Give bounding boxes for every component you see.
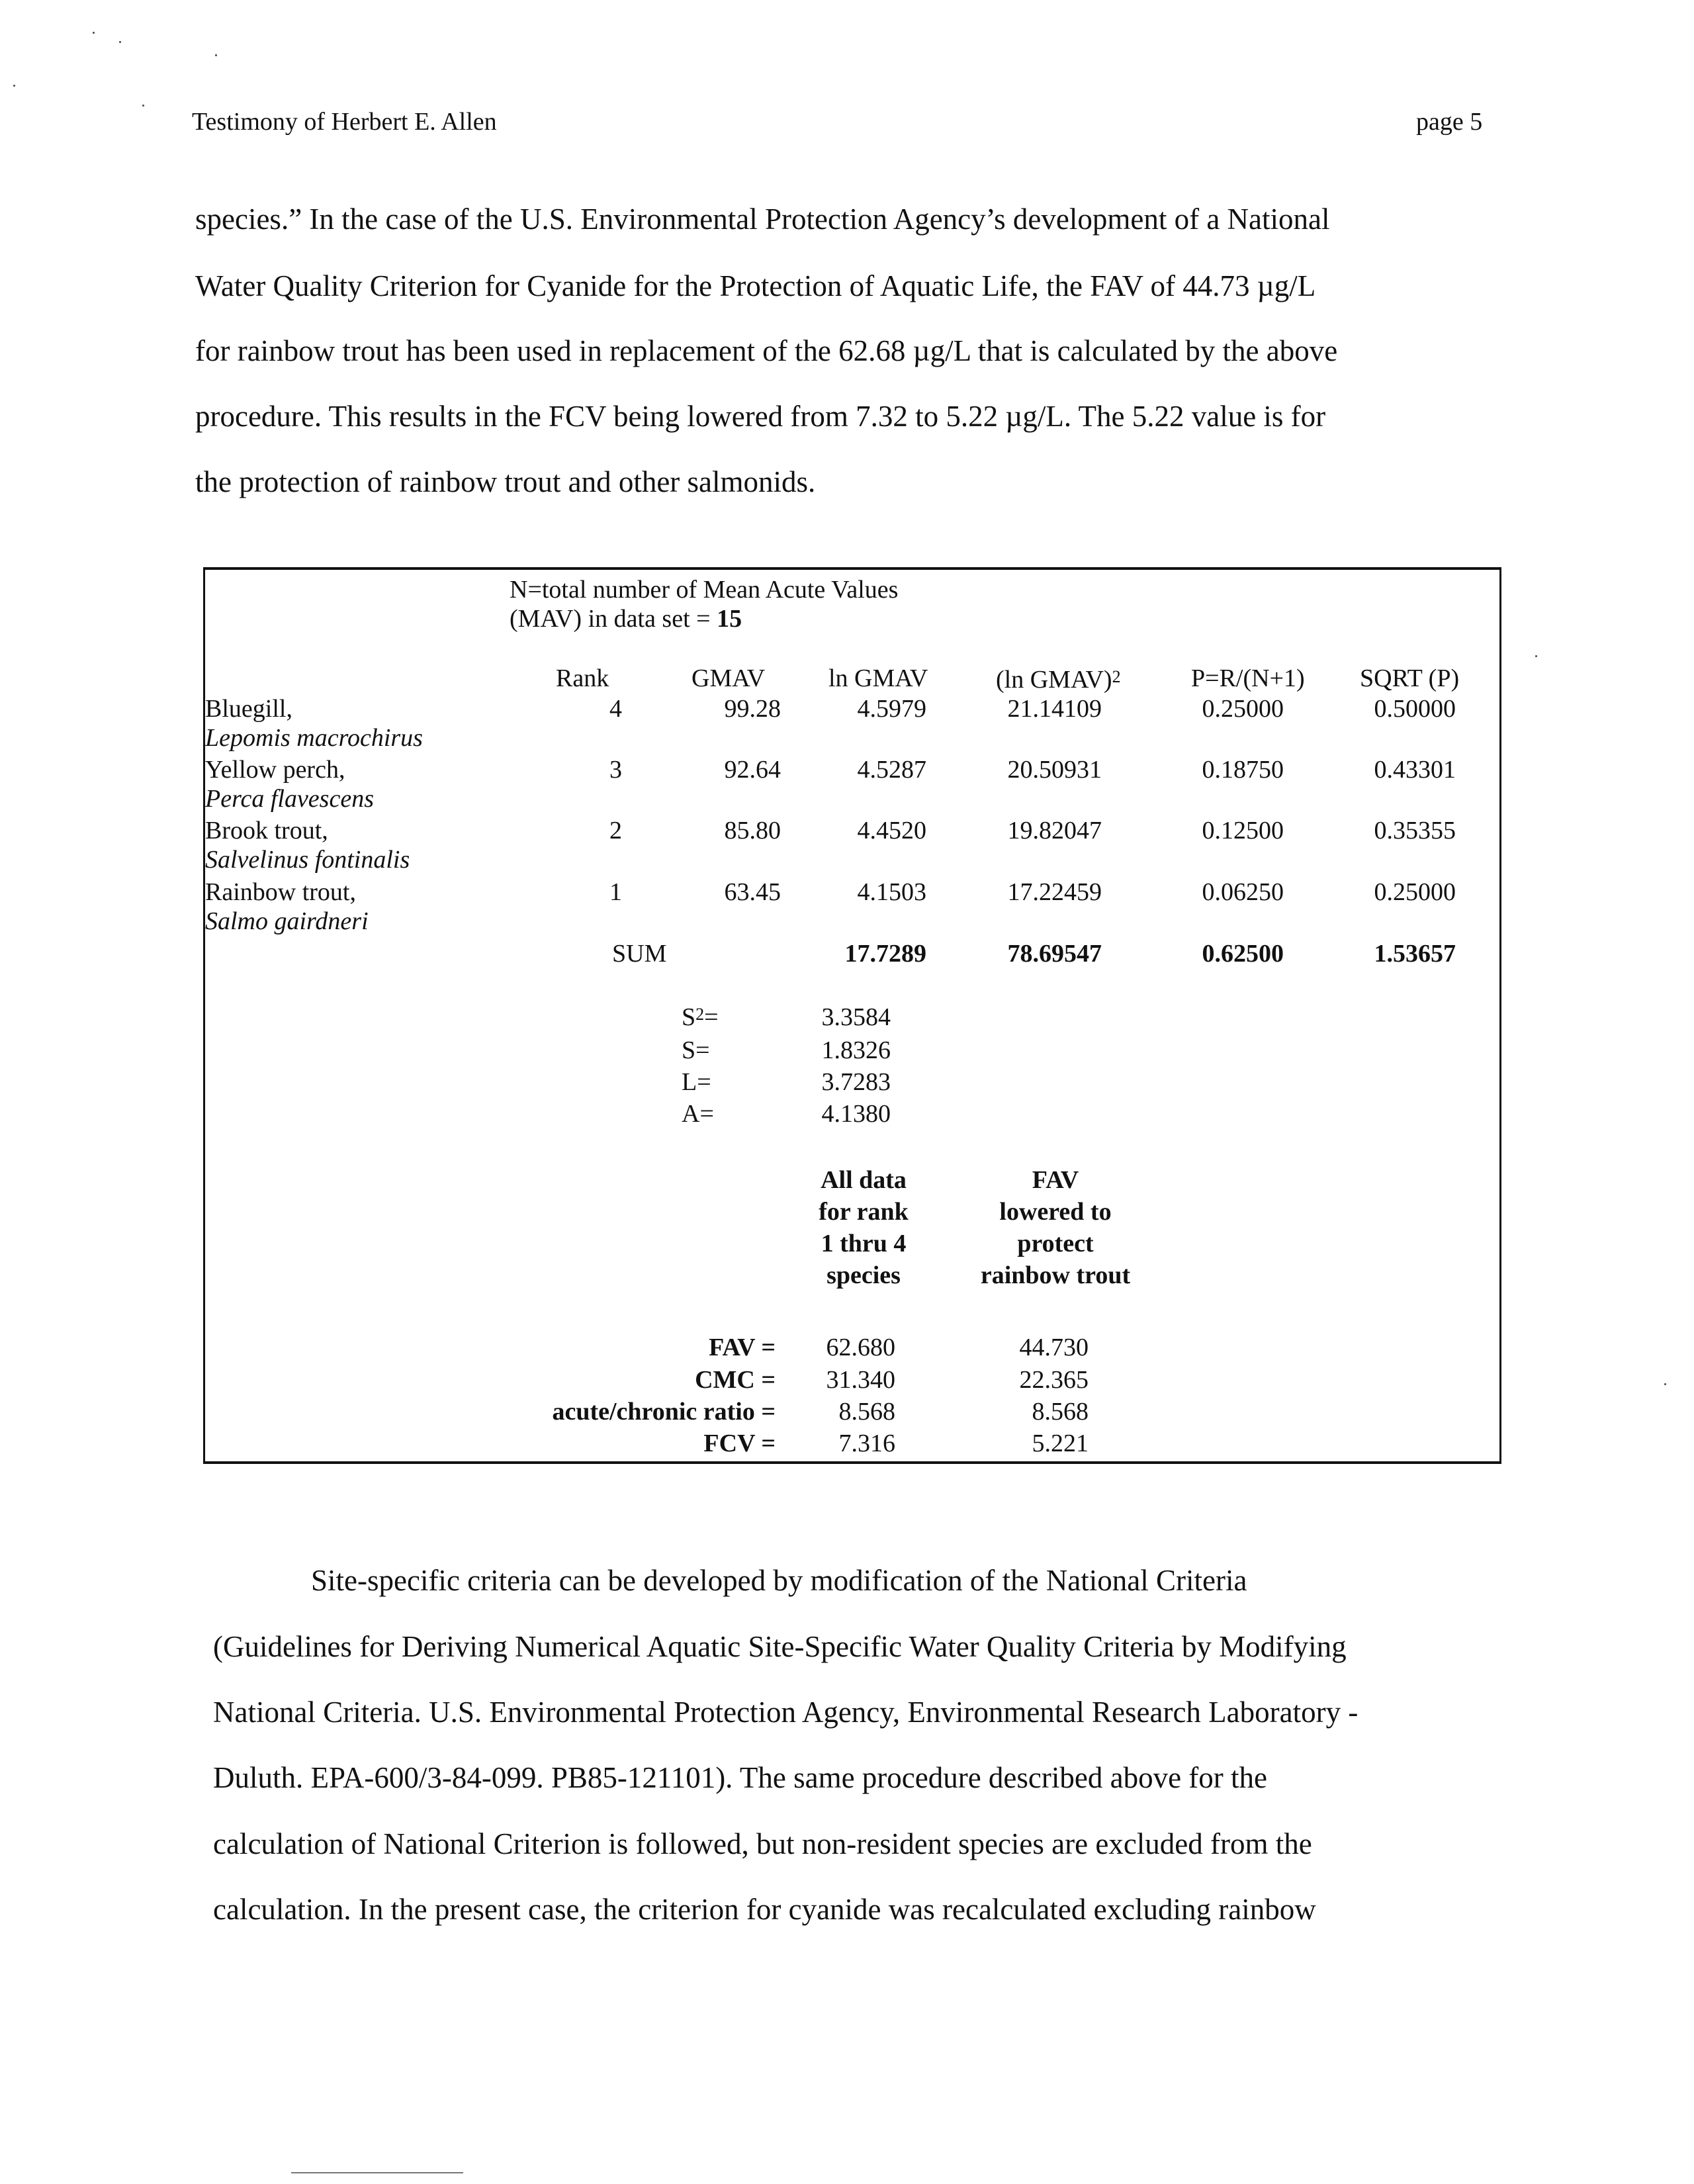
sum-ln-gmav: 17.7289 xyxy=(844,940,926,968)
scan-speck xyxy=(1664,1383,1666,1385)
cell-p: 0.06250 xyxy=(1202,878,1284,906)
cell-rank: 4 xyxy=(609,695,622,723)
cell-ln-gmav-squared: 21.14109 xyxy=(1007,695,1102,723)
page-number: page 5 xyxy=(1416,108,1483,136)
scenario-header-line: rainbow trout xyxy=(980,1261,1131,1289)
sum-p: 0.62500 xyxy=(1202,940,1284,968)
body-line: (Guidelines for Deriving Numerical Aquatic Site-Specific Water Quality Criteria by Modifying xyxy=(213,1630,1347,1663)
scenario-header-line: species xyxy=(826,1261,901,1289)
col-header-rank: Rank xyxy=(556,664,609,692)
cell-sqrt-p: 0.35355 xyxy=(1374,817,1456,844)
result-label-fcv: FCV = xyxy=(703,1430,776,1457)
cell-gmav: 85.80 xyxy=(724,817,781,844)
cell-sqrt-p: 0.25000 xyxy=(1374,878,1456,906)
stat-label-s-squared xyxy=(682,1003,719,1032)
body-line: the protection of rainbow trout and other salmonids. xyxy=(195,465,816,498)
scan-speck xyxy=(119,41,121,43)
cyanide-fav-calculation-table xyxy=(203,567,1501,1464)
col-header-ln-gmav-squared xyxy=(996,665,1121,694)
species-common-name: Bluegill, xyxy=(205,695,292,723)
result-acr-all-data: 8.568 xyxy=(838,1398,895,1426)
sum-label: SUM xyxy=(612,940,667,968)
scenario-header-line: protect xyxy=(1017,1230,1094,1257)
stat-value-s-squared: 3.3584 xyxy=(821,1003,891,1031)
table-note-line xyxy=(510,604,742,633)
body-line: Water Quality Criterion for Cyanide for the Protection of Aquatic Life, the FAV of 44.73 µg/L xyxy=(195,269,1316,302)
table-note-line: N=total number of Mean Acute Values xyxy=(510,576,899,604)
col-header-ln-gmav-squared-exp: 2 xyxy=(1112,667,1121,686)
cell-p: 0.25000 xyxy=(1202,695,1284,723)
cell-rank: 3 xyxy=(609,756,622,784)
species-common-name: Yellow perch, xyxy=(205,756,345,784)
body-line: National Criteria. U.S. Environmental Protection Agency, Environmental Research Laboratory - xyxy=(213,1696,1359,1729)
cell-rank: 1 xyxy=(609,878,622,906)
cell-sqrt-p: 0.43301 xyxy=(1374,756,1456,784)
scenario-header-line: 1 thru 4 xyxy=(821,1230,907,1257)
cell-ln-gmav: 4.5287 xyxy=(857,756,926,784)
result-cmc-all-data: 31.340 xyxy=(826,1366,895,1394)
result-acr-lowered: 8.568 xyxy=(1032,1398,1089,1426)
col-header-p: P=R/(N+1) xyxy=(1191,664,1305,692)
sum-ln-gmav-squared: 78.69547 xyxy=(1007,940,1102,968)
result-fcv-all-data: 7.316 xyxy=(838,1430,895,1457)
body-line: Site-specific criteria can be developed by modification of the National Criteria xyxy=(311,1564,1247,1597)
result-cmc-lowered: 22.365 xyxy=(1019,1366,1089,1394)
species-common-name: Rainbow trout, xyxy=(205,878,356,906)
body-line: calculation. In the present case, the criterion for cyanide was recalculated excluding rainbow xyxy=(213,1893,1316,1926)
col-header-sqrt-p: SQRT (P) xyxy=(1360,664,1460,692)
species-scientific-name: Salvelinus fontinalis xyxy=(205,846,410,874)
body-line: calculation of National Criterion is followed, but non-resident species are excluded from the xyxy=(213,1827,1312,1860)
cell-gmav: 63.45 xyxy=(724,878,781,906)
scenario-header-line: All data xyxy=(821,1166,907,1194)
cell-p: 0.12500 xyxy=(1202,817,1284,844)
sum-sqrt-p: 1.53657 xyxy=(1374,940,1456,968)
result-label-cmc: CMC = xyxy=(695,1366,776,1394)
cell-gmav: 92.64 xyxy=(724,756,781,784)
result-fav-lowered: 44.730 xyxy=(1019,1334,1089,1361)
result-fcv-lowered: 5.221 xyxy=(1032,1430,1089,1457)
result-label-fav: FAV = xyxy=(709,1334,776,1361)
cell-rank: 2 xyxy=(609,817,622,844)
col-header-gmav: GMAV xyxy=(691,664,766,692)
cell-ln-gmav: 4.1503 xyxy=(857,878,926,906)
species-common-name: Brook trout, xyxy=(205,817,328,844)
stat-label-exp: 2 xyxy=(695,1005,705,1024)
scenario-header-line: lowered to xyxy=(999,1198,1112,1226)
result-fav-all-data: 62.680 xyxy=(826,1334,895,1361)
stat-label-base: S xyxy=(682,1003,696,1031)
body-line: for rainbow trout has been used in replacement of the 62.68 µg/L that is calculated by the above xyxy=(195,334,1338,367)
species-scientific-name: Lepomis macrochirus xyxy=(205,724,423,752)
cell-ln-gmav: 4.4520 xyxy=(857,817,926,844)
scan-speck xyxy=(215,54,217,56)
scan-speck xyxy=(13,85,15,87)
running-header-title: Testimony of Herbert E. Allen xyxy=(192,108,497,136)
scan-speck xyxy=(142,105,144,107)
body-line: procedure. This results in the FCV being lowered from 7.32 to 5.22 µg/L. The 5.22 value is for xyxy=(195,400,1326,433)
body-line: species.” In the case of the U.S. Environmental Protection Agency’s development of a National xyxy=(195,203,1330,236)
body-line: Duluth. EPA-600/3-84-099. PB85-121101). The same procedure described above for the xyxy=(213,1761,1267,1794)
stat-label-s: S= xyxy=(682,1036,710,1064)
species-scientific-name: Salmo gairdneri xyxy=(205,907,369,935)
cell-sqrt-p: 0.50000 xyxy=(1374,695,1456,723)
scenario-header-line: FAV xyxy=(1032,1166,1079,1194)
stat-label-a: A= xyxy=(682,1100,714,1128)
scan-speck xyxy=(93,32,95,34)
stat-label-l: L= xyxy=(682,1068,711,1096)
footnote-rule xyxy=(291,2172,463,2173)
result-label-acute-chronic-ratio: acute/chronic ratio = xyxy=(552,1398,776,1426)
stat-label-tail: = xyxy=(704,1003,719,1031)
stat-value-a: 4.1380 xyxy=(821,1100,891,1128)
cell-ln-gmav-squared: 19.82047 xyxy=(1007,817,1102,844)
scenario-header-line: for rank xyxy=(819,1198,909,1226)
stat-value-l: 3.7283 xyxy=(821,1068,891,1096)
stat-value-s: 1.8326 xyxy=(821,1036,891,1064)
col-header-ln-gmav-squared-base: (ln GMAV) xyxy=(996,666,1112,694)
cell-ln-gmav: 4.5979 xyxy=(857,695,926,723)
col-header-ln-gmav: ln GMAV xyxy=(828,664,928,692)
table-note-n-value: 15 xyxy=(717,605,742,633)
cell-ln-gmav-squared: 17.22459 xyxy=(1007,878,1102,906)
scan-speck xyxy=(1535,655,1537,657)
table-note-prefix: (MAV) in data set = xyxy=(510,605,717,633)
cell-p: 0.18750 xyxy=(1202,756,1284,784)
cell-ln-gmav-squared: 20.50931 xyxy=(1007,756,1102,784)
species-scientific-name: Perca flavescens xyxy=(205,785,374,813)
cell-gmav: 99.28 xyxy=(724,695,781,723)
